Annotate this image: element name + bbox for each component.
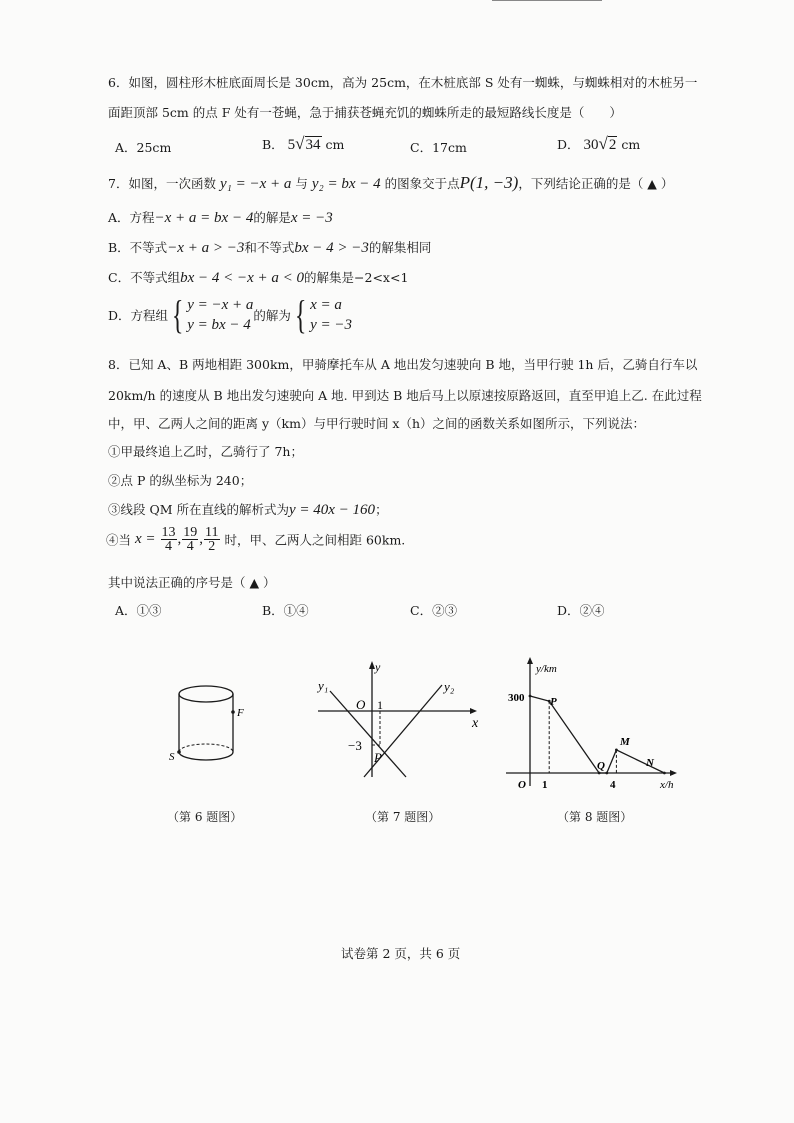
function-y1: y₁ = −x + a <box>219 176 292 192</box>
page-footer: 试卷第 2 页，共 6 页 <box>341 946 461 961</box>
origin-label: O <box>518 779 526 790</box>
label-p: P <box>374 750 382 765</box>
q8-option-c: C．②③ <box>410 603 458 618</box>
x-axis-arrow-icon <box>670 770 677 776</box>
data-point-4 <box>615 749 618 752</box>
label-n: N <box>646 757 654 769</box>
cylinder-bottom-back <box>179 744 233 752</box>
figure-8-chart <box>500 650 690 790</box>
q7-option-d: D．方程组{ y = −x + a y = bx − 4 的解为{ x = a y = −3 <box>108 292 353 337</box>
figure-6-caption: （第 6 题图） <box>167 810 243 824</box>
figure-6-cylinder <box>160 680 260 780</box>
point-s <box>177 750 181 754</box>
q8-statement-2: ②点 P 的纵坐标为 240； <box>108 473 253 488</box>
q7-stem: 7．如图，一次函数 y₁ = −x + a 与 y₂ = bx − 4 的图象交于点P(1, −3)，下列结论正确的是（ ▲ ） <box>108 173 674 192</box>
label-q: Q <box>597 760 605 772</box>
label-y2: y₂ <box>444 679 455 694</box>
q8-option-d: D．②④ <box>557 603 605 618</box>
q6-option-b: B． 5√34 cm <box>262 134 345 153</box>
q6-line2: 面距顶部 5cm 的点 F 处有一苍蝇，急于捕获苍蝇充饥的蜘蛛所走的最短路线长度是（ ） <box>108 105 622 120</box>
y-tick-300: 300 <box>508 692 525 704</box>
data-point-0 <box>529 695 532 698</box>
function-y2: y₂ = bx − 4 <box>311 176 381 192</box>
q8-statement-1: ①甲最终追上乙时，乙骑行了 7h； <box>108 444 303 459</box>
q8-option-b: B．①④ <box>262 603 309 618</box>
option-value: 25cm <box>136 140 172 155</box>
label-x: x <box>472 716 479 731</box>
q8-option-a: A．①③ <box>115 603 162 618</box>
label-p: P <box>550 696 557 708</box>
q7-option-a: A．方程−x + a = bx − 4的解是x = −3 <box>108 210 333 226</box>
figure-7-graph <box>310 655 490 780</box>
q8-line1: 8．已知 A、B 两地相距 300km，甲骑摩托车从 A 地出发匀速驶向 B 地，当甲行驶 1h 后，乙骑自行车以 <box>108 357 698 372</box>
q8-statement-4: ④当 x = $\frac{13}{4}$ , $\frac{19}{4}$ , $\frac{11}{2}$ 时，甲、乙两人之间相距 60km. <box>106 525 406 554</box>
label-neg3: −3 <box>348 738 362 753</box>
data-point-5 <box>663 772 666 775</box>
label-m: M <box>620 736 630 748</box>
x-axis-arrow-icon <box>470 708 477 714</box>
coef: 30 <box>583 137 599 153</box>
option-label: A． <box>115 140 137 155</box>
line-y1 <box>330 691 406 777</box>
cylinder-bottom-front <box>179 752 233 760</box>
label-s: S <box>169 751 175 763</box>
label-one: 1 <box>377 698 383 712</box>
x-tick-1: 1 <box>542 779 548 790</box>
label-origin: O <box>356 697 366 712</box>
coef: 5 <box>287 137 296 153</box>
header-mark <box>492 0 602 1</box>
data-point-3 <box>605 772 608 775</box>
option-label: B． <box>262 137 284 152</box>
option-value: 17cm <box>432 140 467 155</box>
point-p: P(1, −3) <box>459 173 519 192</box>
q7-option-c: C．不等式组bx − 4 < −x + a < 0的解集是−2<x<1 <box>108 270 409 286</box>
unit: cm <box>325 137 345 152</box>
radicand: 2 <box>608 137 617 153</box>
radicand: 34 <box>305 137 321 153</box>
unit: cm <box>621 137 641 152</box>
figure-7-caption: （第 7 题图） <box>365 810 441 824</box>
q6-option-c <box>410 138 467 156</box>
q7-option-b: B．不等式−x + a > −3和不等式bx − 4 > −3的解集相同 <box>108 240 432 256</box>
label-y: y <box>375 660 381 674</box>
cylinder-top <box>179 686 233 702</box>
y-axis-label: y/km <box>536 663 557 675</box>
q8-line3: 中，甲、乙两人之间的距离 y（km）与甲行驶时间 x（h）之间的函数关系如图所示，下列说法： <box>108 416 646 431</box>
x-tick-4: 4 <box>610 779 616 790</box>
q8-statement-3: ③线段 QM 所在直线的解析式为y = 40x − 160； <box>108 502 388 518</box>
label-y1: y₁ <box>318 678 329 693</box>
q8-line2: 20km/h 的速度从 B 地出发匀速驶向 A 地. 甲到达 B 地后马上以原速按原路返回，直至甲追上乙. 在此过程 <box>108 388 702 403</box>
label-f: F <box>237 707 244 719</box>
y-axis-arrow-icon <box>527 657 533 664</box>
q6-option-a <box>115 138 171 156</box>
point-f <box>231 710 235 714</box>
option-label: C． <box>410 140 433 155</box>
x-axis-label: x/h <box>660 779 674 790</box>
data-point-2 <box>598 772 601 775</box>
q6-line1: 6．如图，圆柱形木桩底面周长是 30cm，高为 25cm，在木桩底部 S 处有一蜘蛛，与蜘蛛相对的木桩另一 <box>108 75 698 90</box>
q8-question: 其中说法正确的序号是（ ▲ ） <box>108 575 276 590</box>
figure-8-caption: （第 8 题图） <box>557 810 633 824</box>
q6-option-d: D． 30√2 cm <box>557 134 641 153</box>
option-label: D． <box>557 137 580 152</box>
